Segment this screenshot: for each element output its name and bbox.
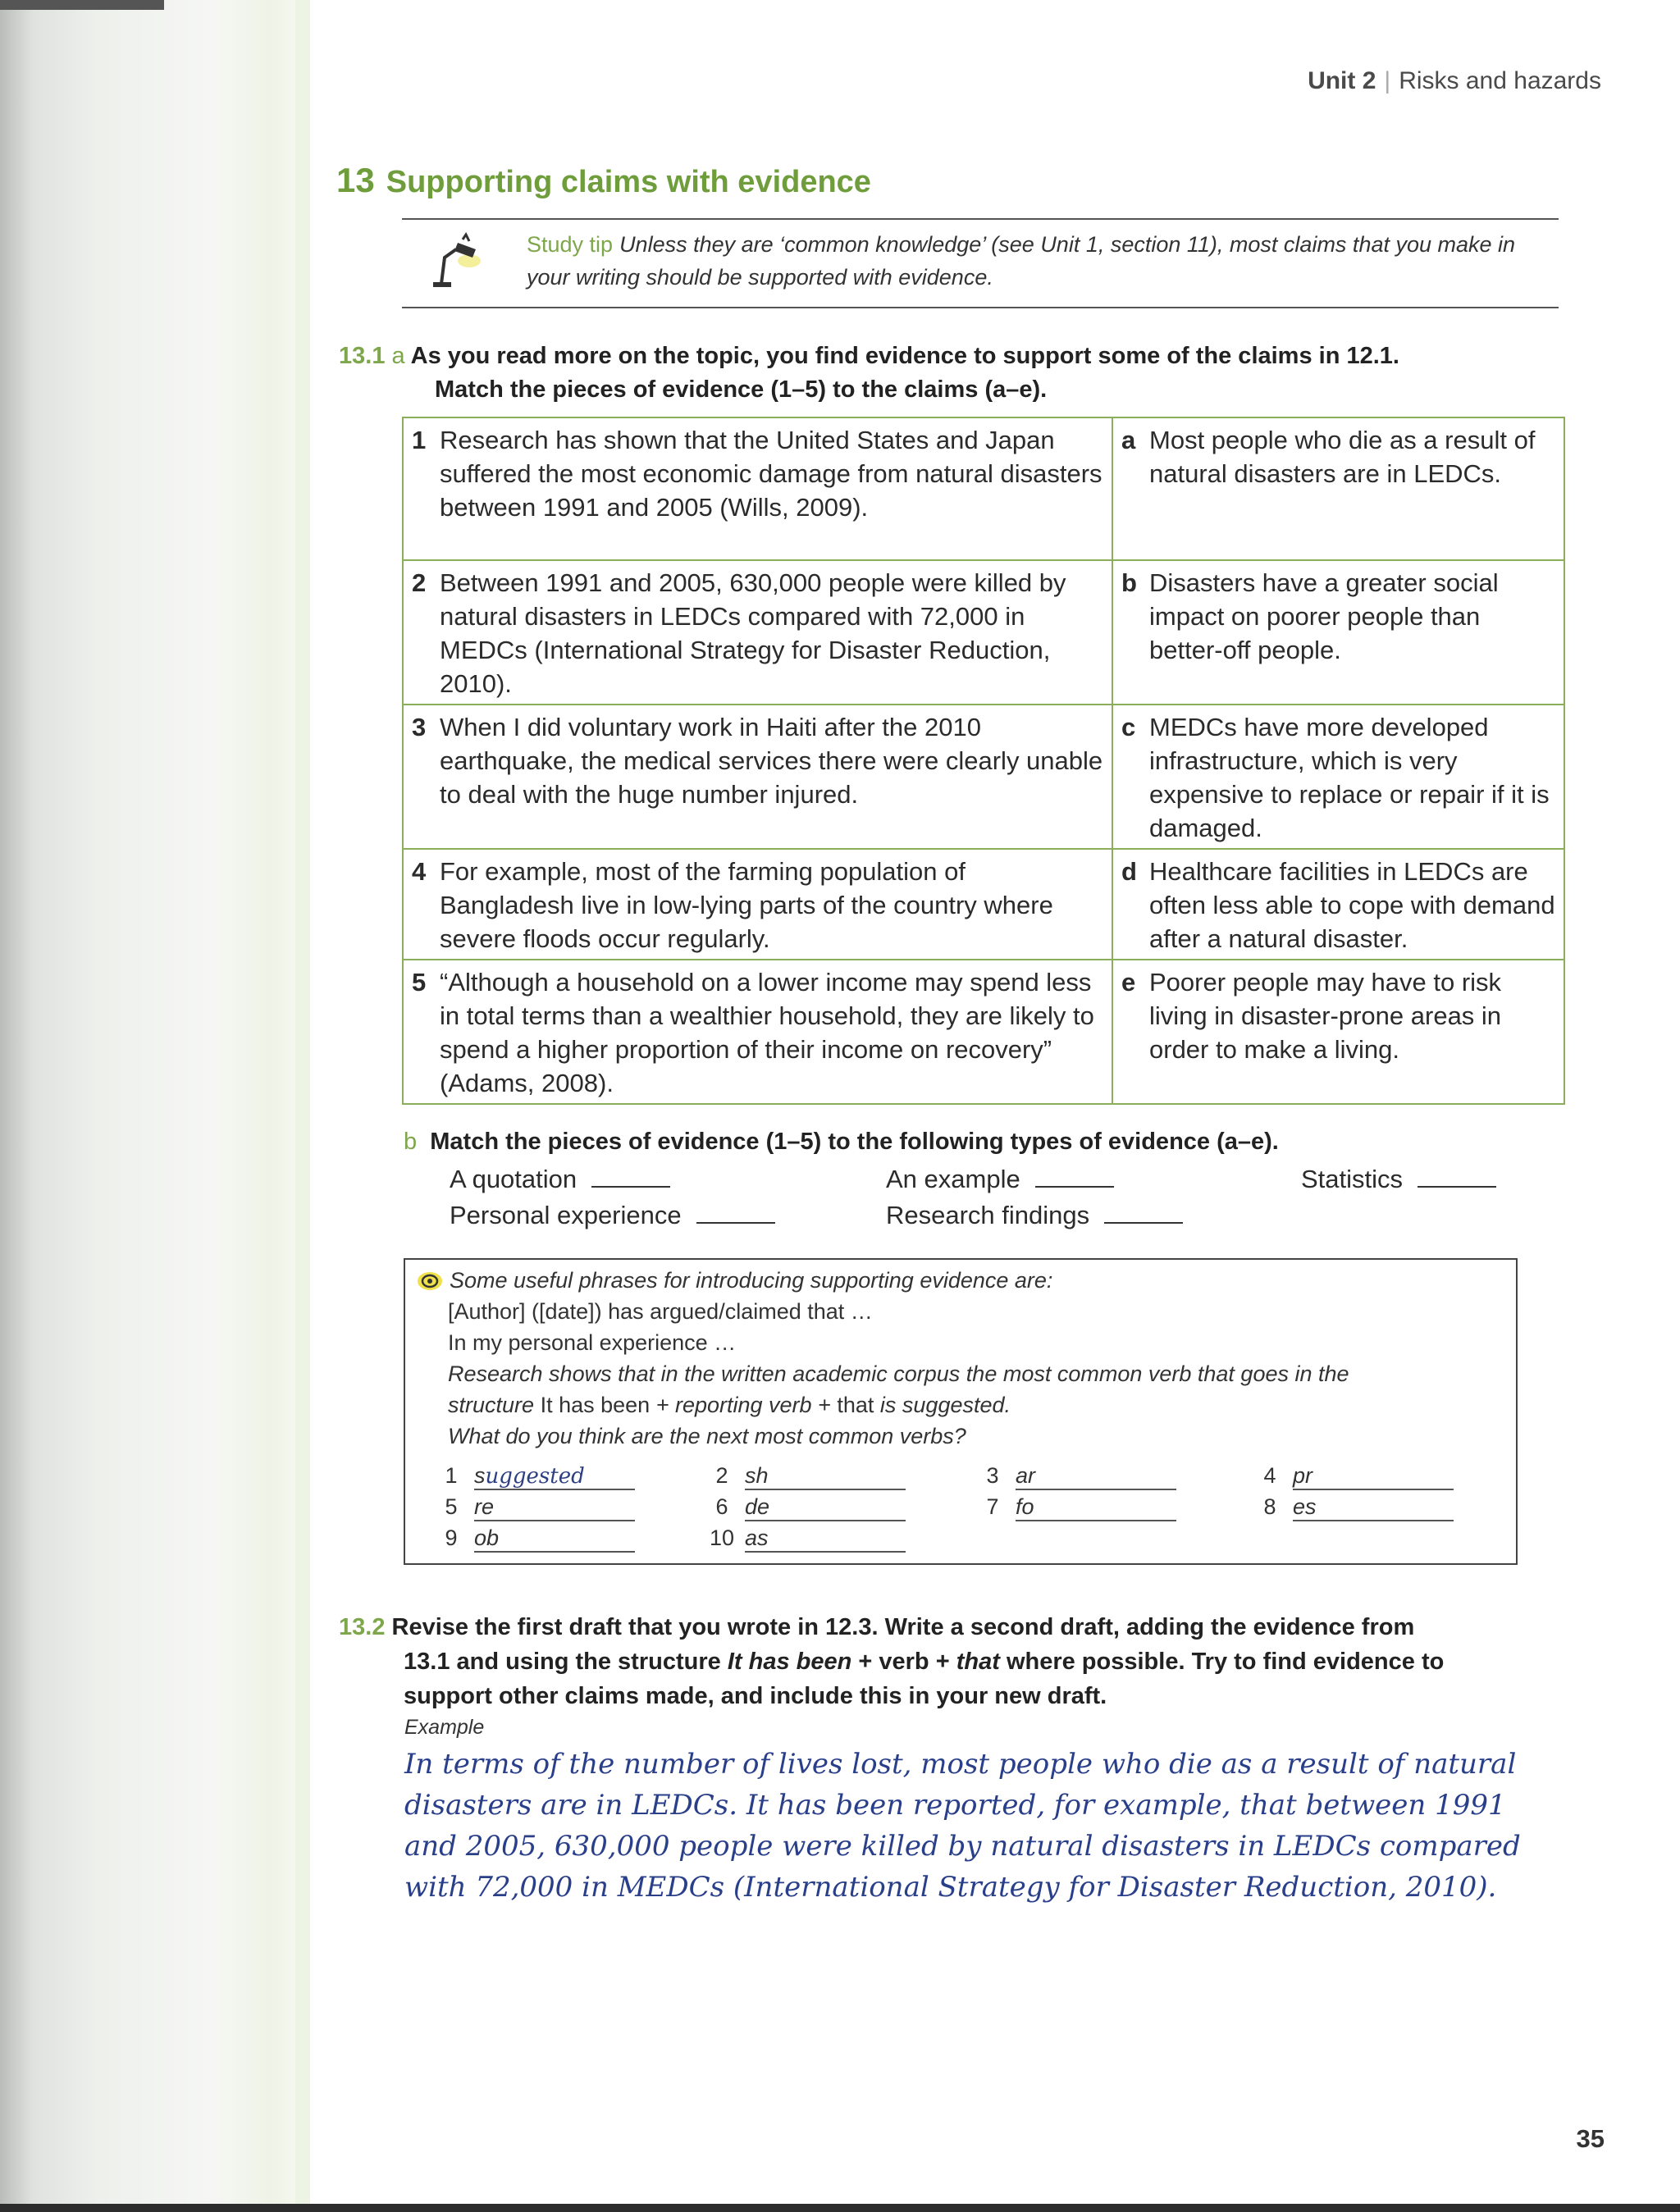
structure-it-has-been: It has been xyxy=(540,1393,651,1417)
verb-item xyxy=(438,1494,635,1521)
verb-number: 10 xyxy=(709,1526,735,1550)
verb-item xyxy=(438,1526,635,1553)
phrase-personal: In my personal experience … xyxy=(448,1330,737,1355)
eye-icon xyxy=(417,1271,443,1291)
evidence-number: 3 xyxy=(412,713,427,741)
evidence-type-label: A quotation xyxy=(450,1165,578,1193)
evidence-type-label: An example xyxy=(886,1165,1020,1193)
part-b-letter: b xyxy=(404,1129,418,1155)
part-a-instruction-2: Match the pieces of evidence (1–5) to the claims (a–e). xyxy=(435,376,1048,403)
book-spine-shadow xyxy=(0,0,308,2212)
verb-item xyxy=(1257,1494,1454,1521)
desk-lamp-icon xyxy=(433,228,491,294)
verb-number: 8 xyxy=(1263,1494,1276,1519)
section-title-text: Supporting claims with evidence xyxy=(386,165,871,199)
task-number: 13.2 xyxy=(339,1614,386,1640)
scan-edge-shadow xyxy=(0,0,164,10)
claim-text: MEDCs have more developed infrastructure, which is very expensive to replace or repair if it is damaged. xyxy=(1149,713,1550,842)
verb-item xyxy=(709,1463,906,1490)
running-head-separator: | xyxy=(1384,67,1391,94)
evidence-number: 2 xyxy=(412,568,427,597)
verb-answer[interactable]: fo xyxy=(1016,1494,1176,1521)
evidence-type-item xyxy=(450,1201,775,1230)
part-b-heading xyxy=(404,1125,1279,1159)
line2-that: that xyxy=(956,1649,1000,1675)
verb-number: 3 xyxy=(986,1463,999,1488)
study-tip-text: Unless they are ‘common knowledge’ (see Unit 1, section 11), most claims that you make in your writing should be supported with evidence. xyxy=(527,232,1516,290)
table-row xyxy=(403,960,1564,1104)
handwritten-line: with 72,000 in MEDCs (International Strategy for Disaster Reduction, 2010). xyxy=(404,1871,1497,1904)
evidence-type-item xyxy=(886,1201,1183,1230)
evidence-cell xyxy=(403,849,1112,960)
evidence-type-label: Personal experience xyxy=(450,1201,682,1229)
part-a-instruction-1: As you read more on the topic, you find evidence to support some of the claims in 12.1. xyxy=(410,343,1399,369)
claim-letter: a xyxy=(1121,426,1136,454)
verb-number: 7 xyxy=(986,1494,999,1519)
evidence-cell xyxy=(403,560,1112,705)
line2-verb: + verb + xyxy=(858,1649,950,1675)
verb-answer[interactable]: ob xyxy=(474,1526,635,1553)
answer-blank[interactable] xyxy=(1418,1186,1496,1188)
verb-number: 6 xyxy=(715,1494,728,1519)
claim-text: Most people who die as a result of natural disasters are in LEDCs. xyxy=(1149,426,1536,488)
structure-that: that xyxy=(837,1393,874,1417)
unit-topic: Risks and hazards xyxy=(1399,67,1601,94)
evidence-number: 4 xyxy=(412,857,427,886)
verb-answer[interactable]: ar xyxy=(1016,1463,1176,1490)
table-row xyxy=(403,560,1564,705)
table-row xyxy=(403,417,1564,560)
handwritten-line: disasters are in LEDCs. It has been reported, for example, that between 1991 xyxy=(404,1789,1506,1822)
part-b-instruction: Match the pieces of evidence (1–5) to the following types of evidence (a–e). xyxy=(430,1129,1279,1155)
evidence-cell xyxy=(403,705,1112,849)
unit-label: Unit 2 xyxy=(1308,67,1376,94)
phrase-author: [Author] ([date]) has argued/claimed that … xyxy=(448,1299,873,1324)
running-head xyxy=(1308,67,1601,95)
task-13-2-heading xyxy=(339,1611,1414,1644)
structure-suggested: is suggested. xyxy=(879,1393,1011,1417)
phrase-question: What do you think are the next most common verbs? xyxy=(448,1424,966,1448)
task-13-2-line-2 xyxy=(404,1645,1444,1679)
claim-text: Disasters have a greater social impact on poorer people than better-off people. xyxy=(1149,568,1499,664)
claim-cell xyxy=(1112,849,1564,960)
task-13-2-line-1: Revise the first draft that you wrote in 12.3. Write a second draft, adding the evidence from xyxy=(391,1614,1415,1640)
page-margin-tint xyxy=(295,0,310,2212)
useful-phrases-box xyxy=(404,1258,1518,1565)
evidence-cell xyxy=(403,417,1112,560)
evidence-number: 5 xyxy=(412,968,427,997)
task-number: 13.1 xyxy=(339,343,386,369)
phrase-structure xyxy=(448,1393,1011,1418)
claim-letter: e xyxy=(1121,968,1136,997)
claim-text: Poorer people may have to risk living in disaster-prone areas in order to make a living. xyxy=(1149,968,1502,1064)
answer-blank[interactable] xyxy=(1104,1222,1183,1224)
verb-number: 5 xyxy=(445,1494,458,1519)
claim-cell xyxy=(1112,560,1564,705)
evidence-claims-table xyxy=(402,417,1565,1105)
claim-cell xyxy=(1112,417,1564,560)
page-number: 35 xyxy=(1576,2124,1605,2153)
evidence-type-label: Research findings xyxy=(886,1201,1090,1229)
structure-word: structure xyxy=(448,1393,535,1417)
verb-item xyxy=(438,1463,635,1490)
table-row xyxy=(403,849,1564,960)
answer-blank[interactable] xyxy=(696,1222,775,1224)
example-label: Example xyxy=(404,1716,485,1739)
tip-top-rule xyxy=(402,218,1559,220)
handwritten-example xyxy=(404,1744,1594,1908)
tip-bottom-rule xyxy=(402,307,1559,308)
evidence-cell xyxy=(403,960,1112,1104)
answer-blank[interactable] xyxy=(591,1186,670,1188)
verb-answer[interactable] xyxy=(474,1463,635,1490)
evidence-number: 1 xyxy=(412,426,427,454)
evidence-text: When I did voluntary work in Haiti after the 2010 earthquake, the medical services there were clearly unable to deal with the huge number injured. xyxy=(440,713,1103,809)
evidence-type-item xyxy=(1301,1165,1496,1194)
verb-item xyxy=(979,1463,1176,1490)
verb-answer[interactable]: as xyxy=(745,1526,906,1553)
verb-stem: s xyxy=(474,1463,486,1488)
evidence-type-item xyxy=(886,1165,1114,1194)
scan-bottom-edge xyxy=(0,2204,1680,2212)
handwritten-line: and 2005, 630,000 people were killed by natural disasters in LEDCs compared xyxy=(404,1830,1521,1863)
table-row xyxy=(403,705,1564,849)
evidence-type-item xyxy=(450,1165,670,1194)
phrase-research: Research shows that in the written academic corpus the most common verb that goes in the xyxy=(448,1361,1349,1386)
task-13-2-line-3: support other claims made, and include this in your new draft. xyxy=(404,1683,1107,1709)
evidence-text: Research has shown that the United States and Japan suffered the most economic damage from natural disasters between 1991 and 2005 (Wills, 2009). xyxy=(440,426,1102,522)
evidence-text: For example, most of the farming population of Bangladesh live in low-lying parts of the country where severe floods occur regularly. xyxy=(440,857,1053,953)
verb-item xyxy=(709,1494,906,1521)
task-13-1-heading xyxy=(339,340,1399,373)
verb-answer[interactable]: sh xyxy=(745,1463,906,1490)
structure-reporting-verb: + reporting verb + xyxy=(655,1393,831,1417)
handwritten-answer: uggested xyxy=(485,1464,585,1489)
verb-number: 2 xyxy=(715,1463,728,1488)
line2-end: where possible. Try to find evidence to xyxy=(1006,1649,1445,1675)
evidence-text: “Although a household on a lower income may spend less in total terms than a wealthier household, they are likely to spend a higher proportion of their income on recovery” (Adams, 2008). xyxy=(440,968,1094,1097)
part-a-letter: a xyxy=(391,343,405,369)
verb-answer[interactable]: es xyxy=(1293,1494,1454,1521)
verb-answer[interactable]: re xyxy=(474,1494,635,1521)
study-tip-label: Study tip xyxy=(527,232,614,257)
verb-answer[interactable]: de xyxy=(745,1494,906,1521)
line2-part: 13.1 and using the structure xyxy=(404,1649,721,1675)
claim-cell xyxy=(1112,705,1564,849)
verb-item xyxy=(1257,1463,1454,1490)
verb-answer[interactable]: pr xyxy=(1293,1463,1454,1490)
evidence-type-label: Statistics xyxy=(1301,1165,1404,1193)
claim-text: Healthcare facilities in LEDCs are often less able to cope with demand after a natural disaster. xyxy=(1149,857,1555,953)
claim-letter: b xyxy=(1121,568,1137,597)
verb-item xyxy=(979,1494,1176,1521)
phrases-intro: Some useful phrases for introducing supporting evidence are: xyxy=(450,1268,1053,1293)
verb-number: 1 xyxy=(445,1463,458,1488)
claim-letter: d xyxy=(1121,857,1137,886)
answer-blank[interactable] xyxy=(1035,1186,1114,1188)
claim-cell xyxy=(1112,960,1564,1104)
line2-it-has-been: It has been xyxy=(727,1649,852,1675)
handwritten-line: In terms of the number of lives lost, most people who die as a result of natural xyxy=(404,1748,1517,1781)
section-number: 13 xyxy=(336,161,375,199)
section-title xyxy=(336,161,871,200)
evidence-text: Between 1991 and 2005, 630,000 people were killed by natural disasters in LEDCs compared with 72,000 in MEDCs (International Strategy for Disaster Reduction, 2010). xyxy=(440,568,1066,698)
study-tip xyxy=(527,228,1544,294)
verb-number: 9 xyxy=(445,1526,458,1550)
verb-item xyxy=(709,1526,906,1553)
verb-number: 4 xyxy=(1263,1463,1276,1488)
claim-letter: c xyxy=(1121,713,1136,741)
